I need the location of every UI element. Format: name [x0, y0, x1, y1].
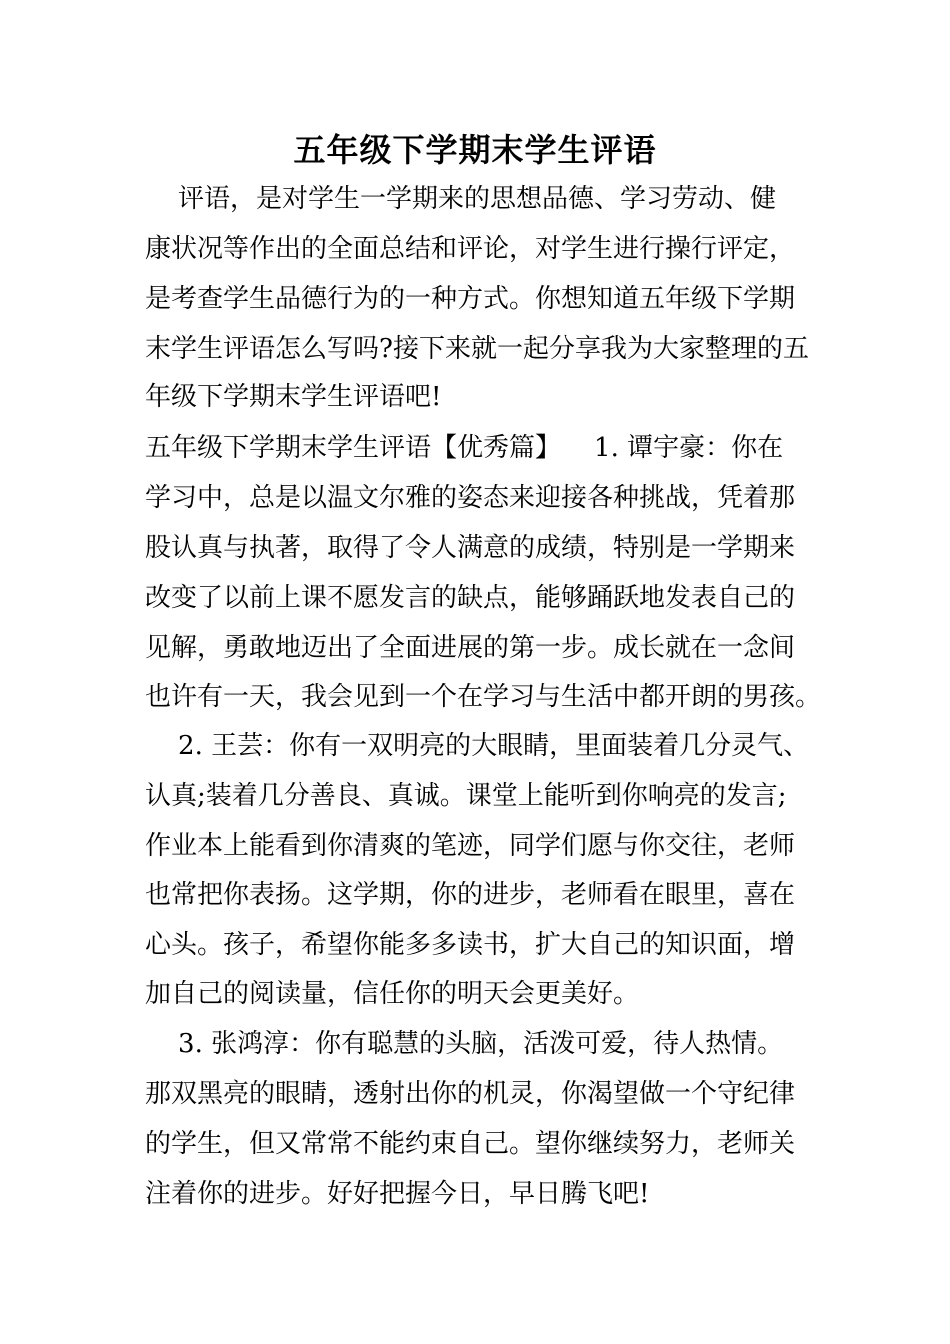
paragraph-line: 改变了以前上课不愿发言的缺点，能够踊跃地发表自己的: [145, 583, 796, 613]
paragraph-line: 2. 王芸：你有一双明亮的大眼睛，里面装着几分灵气、: [145, 731, 810, 761]
paragraph-line: 心头。孩子，希望你能多多读书，扩大自己的知识面，增: [145, 930, 796, 960]
paragraph-line: 3. 张鸿淳：你有聪慧的头脑，活泼可爱，待人热情。: [145, 1029, 784, 1059]
paragraph-line: 也许有一天，我会见到一个在学习与生活中都开朗的男孩。: [145, 682, 822, 712]
paragraph-line: 作业本上能看到你清爽的笔迹，同学们愿与你交往，老师: [145, 831, 796, 861]
paragraph-line: 是考查学生品德行为的一种方式。你想知道五年级下学期: [145, 284, 796, 314]
paragraph-line: 那双黑亮的眼睛，透射出你的机灵，你渴望做一个守纪律: [145, 1079, 796, 1109]
paragraph-line: 学习中，总是以温文尔雅的姿态来迎接各种挑战，凭着那: [145, 483, 796, 513]
paragraph-line: 年级下学期末学生评语吧!: [145, 382, 442, 412]
paragraph-line: 注着你的进步。好好把握今日，早日腾飞吧!: [145, 1179, 650, 1209]
paragraph-line: 末学生评语怎么写吗?接下来就一起分享我为大家整理的五: [145, 334, 809, 364]
paragraph-line: 康状况等作出的全面总结和评论，对学生进行操行评定，: [145, 234, 796, 264]
paragraph-line: 评语，是对学生一学期来的思想品德、学习劳动、健: [145, 184, 777, 214]
paragraph-line: 股认真与执著，取得了令人满意的成绩，特别是一学期来: [145, 533, 796, 563]
paragraph-line: 见解，勇敢地迈出了全面进展的第一步。成长就在一念间: [145, 633, 796, 663]
paragraph-line: 加自己的阅读量，信任你的明天会更美好。: [145, 979, 640, 1009]
paragraph-line: 五年级下学期末学生评语【优秀篇】 1. 谭宇豪：你在: [145, 433, 784, 463]
paragraph-line: 的学生，但又常常不能约束自己。望你继续努力，老师关: [145, 1129, 796, 1159]
paragraph-line: 认真;装着几分善良、真诚。课堂上能听到你响亮的发言;: [145, 781, 787, 811]
document-title: 五年级下学期末学生评语: [293, 131, 657, 169]
paragraph-line: 也常把你表扬。这学期，你的进步，老师看在眼里，喜在: [145, 880, 796, 910]
